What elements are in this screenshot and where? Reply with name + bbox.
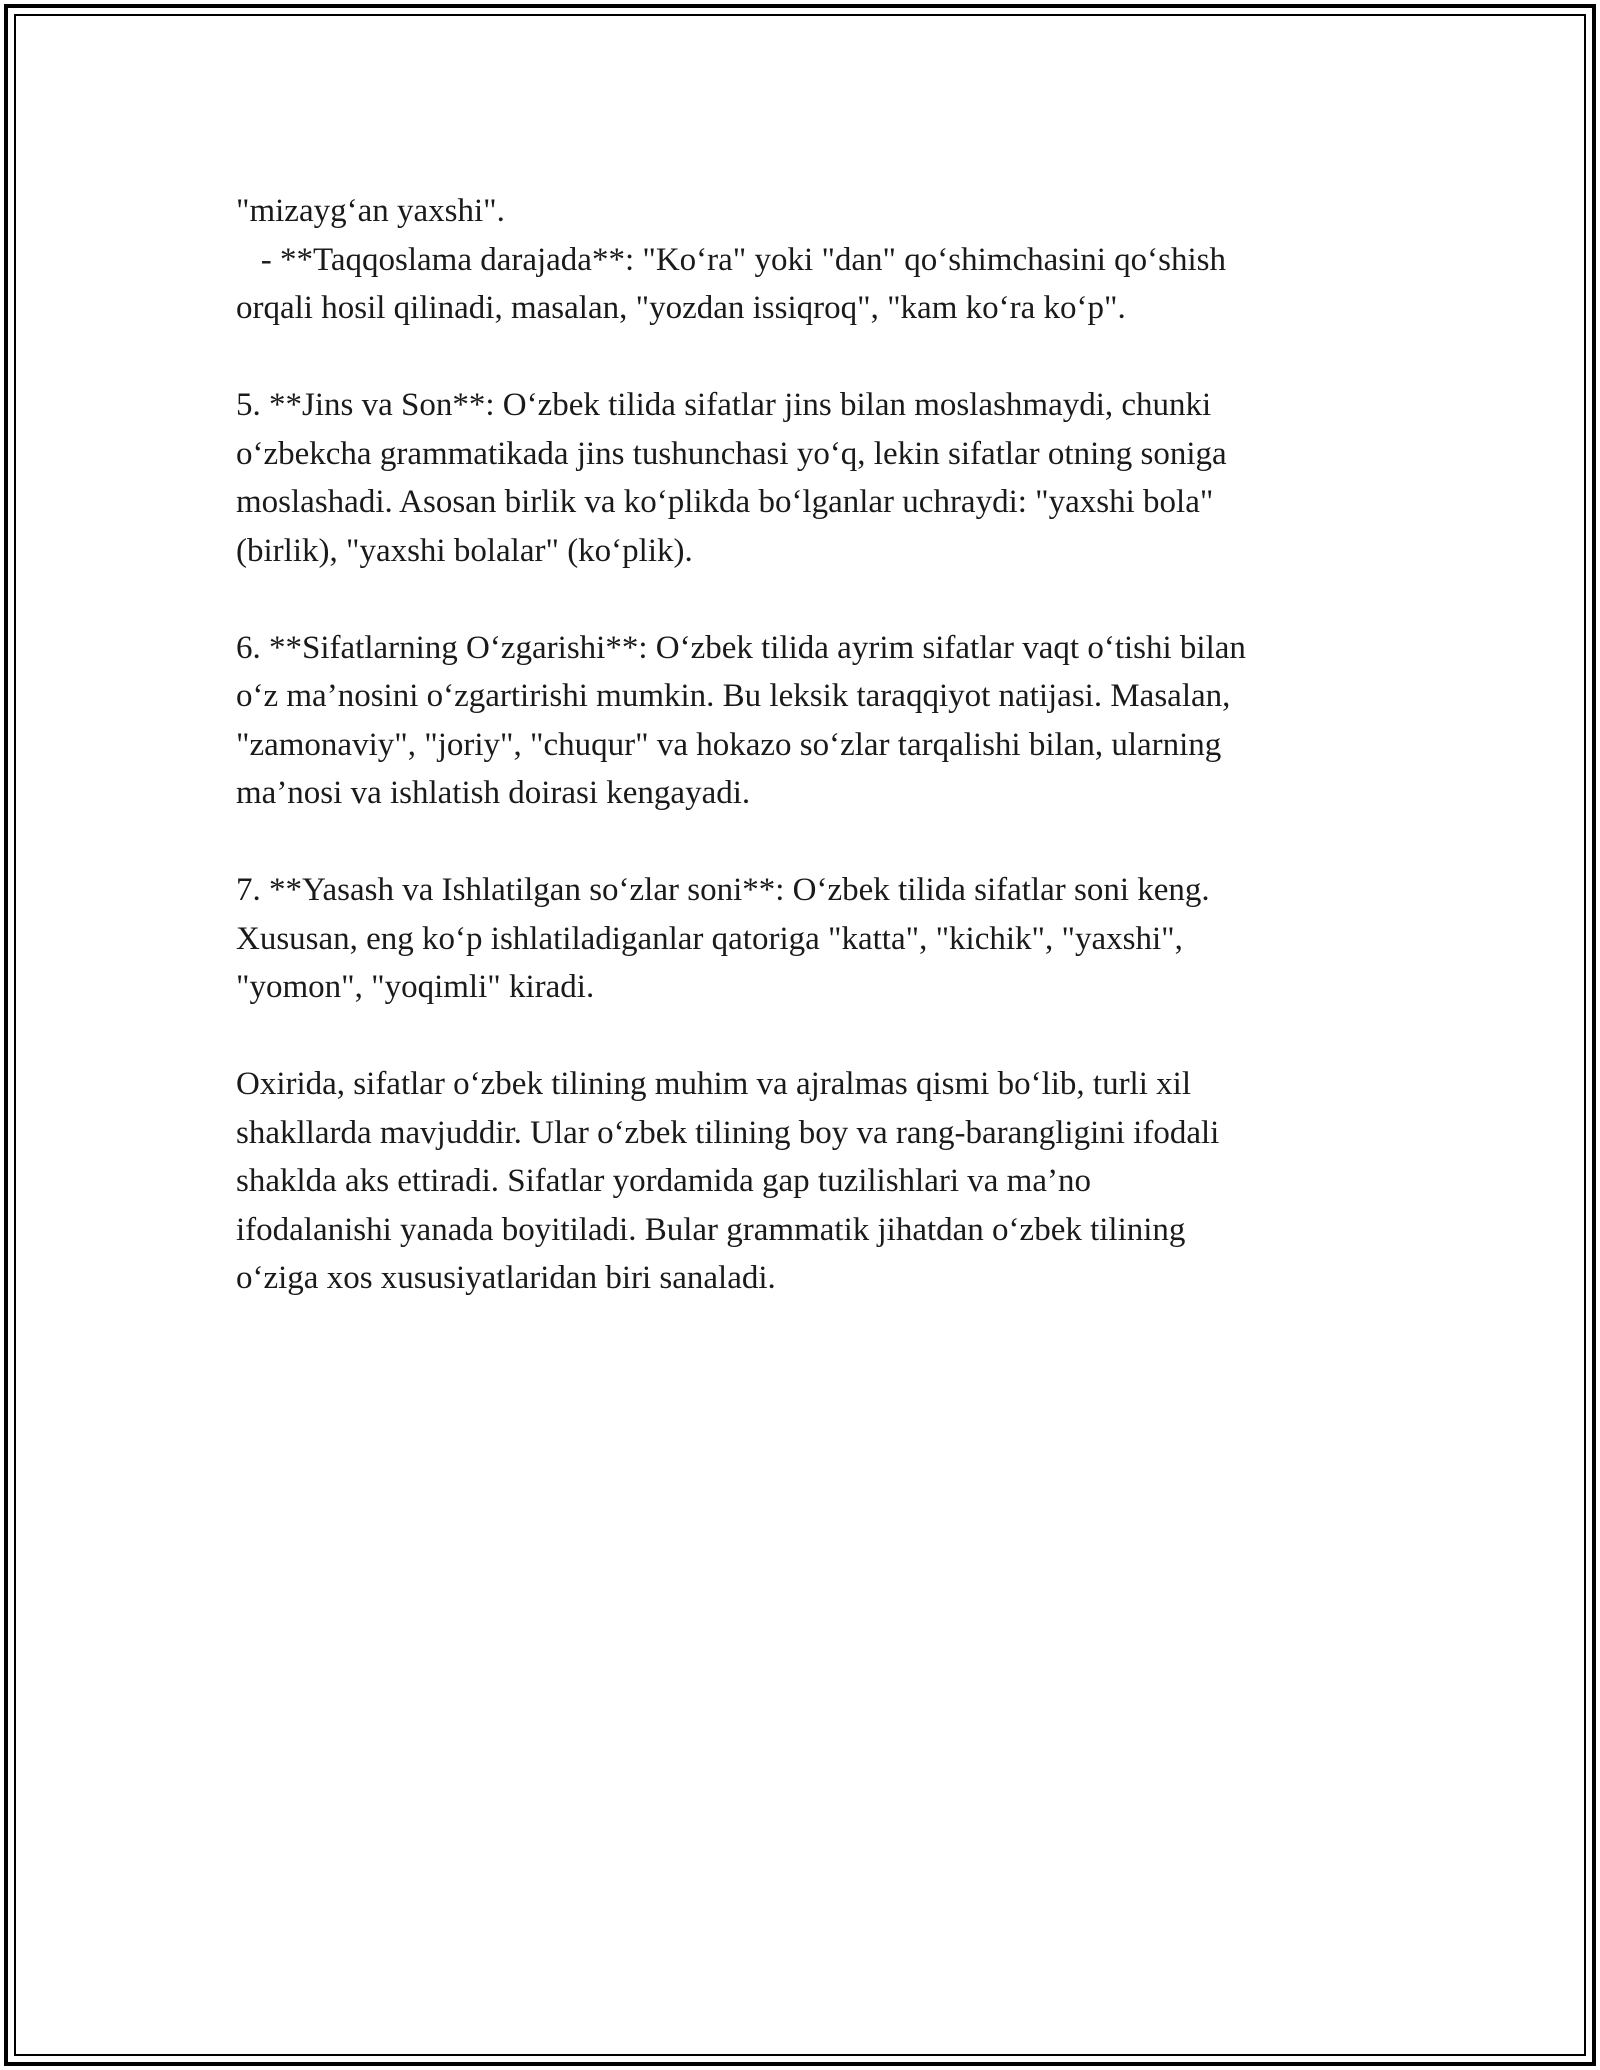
paragraph-adjective-change: [236, 624, 1376, 818]
text-line: "zamonaviy", "joriy", "chuqur" va hokazo so‘zlar tarqalishi bilan, ularning: [236, 726, 1222, 763]
text-line: o‘ziga xos xususiyatlaridan biri sanaladi.: [236, 1260, 776, 1296]
paragraph-gap: [236, 333, 1376, 382]
text-line: Xususan, eng ko‘p ishlatiladiganlar qatoriga "katta", "kichik", "yaxshi",: [236, 920, 1183, 957]
text-line: ma’nosi va ishlatish doirasi kengayadi.: [236, 775, 751, 811]
text-line: o‘zbekcha grammatikada jins tushunchasi yo‘q, lekin sifatlar otning soniga: [236, 435, 1227, 472]
text-line: (birlik), "yaxshi bolalar" (ko‘plik).: [236, 532, 693, 569]
paragraph-gap: [236, 818, 1376, 867]
paragraph-comparative-degree: [236, 187, 1376, 333]
text-line: Oxirida, sifatlar o‘zbek tilining muhim va ajralmas qismi bo‘lib, turli xil: [236, 1066, 1191, 1102]
text-line: shakllarda mavjuddir. Ular o‘zbek tilining boy va rang-barangligini ifodali: [236, 1114, 1220, 1151]
text-line: ifodalanishi yanada boyitiladi. Bular grammatik jihatdan o‘zbek tilining: [236, 1211, 1186, 1248]
document-body: [236, 187, 1376, 1303]
text-line: - **Taqqoslama darajada**: "Ko‘ra" yoki "dan" qo‘shimchasini qo‘shish: [236, 241, 1227, 278]
text-line: shaklda aks ettiradi. Sifatlar yordamida gap tuzilishlari va ma’no: [236, 1163, 1091, 1199]
paragraph-gender-number: [236, 381, 1376, 575]
text-line: 6. **Sifatlarning O‘zgarishi**: O‘zbek tilida ayrim sifatlar vaqt o‘tishi bilan: [236, 629, 1246, 666]
text-line: "mizayg‘an yaxshi".: [236, 193, 505, 229]
text-line: orqali hosil qilinadi, masalan, "yozdan issiqroq", "kam ko‘ra ko‘p".: [236, 290, 1126, 326]
text-line: o‘z ma’nosini o‘zgartirishi mumkin. Bu leksik taraqqiyot natijasi. Masalan,: [236, 678, 1231, 714]
text-line: moslashadi. Asosan birlik va ko‘plikda bo‘lganlar uchraydi: "yaxshi bola": [236, 484, 1214, 520]
paragraph-conclusion: [236, 1060, 1376, 1303]
text-line: "yomon", "yoqimli" kiradi.: [236, 969, 595, 1005]
paragraph-gap: [236, 1012, 1376, 1061]
text-line: 7. **Yasash va Ishlatilgan so‘zlar soni**: O‘zbek tilida sifatlar soni keng.: [236, 872, 1210, 908]
paragraph-formation-usage: [236, 866, 1376, 1012]
text-line: 5. **Jins va Son**: O‘zbek tilida sifatlar jins bilan moslashmaydi, chunki: [236, 387, 1212, 423]
paragraph-gap: [236, 575, 1376, 624]
